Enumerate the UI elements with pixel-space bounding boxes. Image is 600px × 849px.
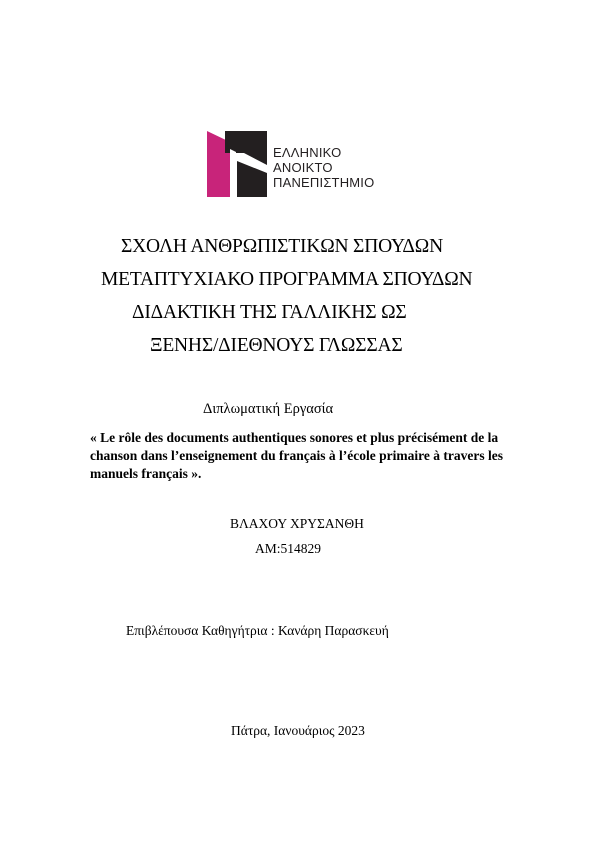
- registration-number: ΑΜ:514829: [255, 541, 322, 556]
- university-name-line-2: ΑΝΟΙΚΤΟ: [273, 160, 333, 175]
- university-name-line-3: ΠΑΝΕΠΙΣΤΗΜΙΟ: [273, 175, 375, 190]
- university-logo-icon: [207, 131, 267, 197]
- specialization-heading-line-2: ΞΕΝΗΣ/ΔΙΕΘΝΟΥΣ ΓΛΩΣΣΑΣ: [150, 335, 403, 356]
- school-heading: ΣΧΟΛΗ ΑΝΘΡΩΠΙΣΤΙΚΩΝ ΣΠΟΥΔΩΝ: [121, 236, 443, 257]
- place-date: Πάτρα, Ιανουάριος 2023: [231, 723, 365, 738]
- university-name: [273, 145, 374, 190]
- document-type: Διπλωματική Εργασία: [203, 401, 334, 417]
- thesis-title: « Le rôle des documents authentiques sonores et plus précisément de la chanson dans l’enseignement du français à l’école primaire à travers les manuels français ».: [90, 430, 503, 481]
- university-name-line-1: ΕΛΛΗΝΙΚΟ: [273, 145, 342, 160]
- author-name: ΒΛΑΧΟΥ ΧΡΥΣΑΝΘΗ: [230, 516, 364, 531]
- specialization-heading-line-1: ΔΙΔΑΚΤΙΚΗ ΤΗΣ ΓΑΛΛΙΚΗΣ ΩΣ: [132, 302, 407, 323]
- supervisor-line: Επιβλέπουσα Καθηγήτρια : Κανάρη Παρασκευή: [126, 623, 389, 638]
- program-heading: ΜΕΤΑΠΤΥΧΙΑΚΟ ΠΡΟΓΡΑΜΜΑ ΣΠΟΥΔΩΝ: [101, 269, 473, 290]
